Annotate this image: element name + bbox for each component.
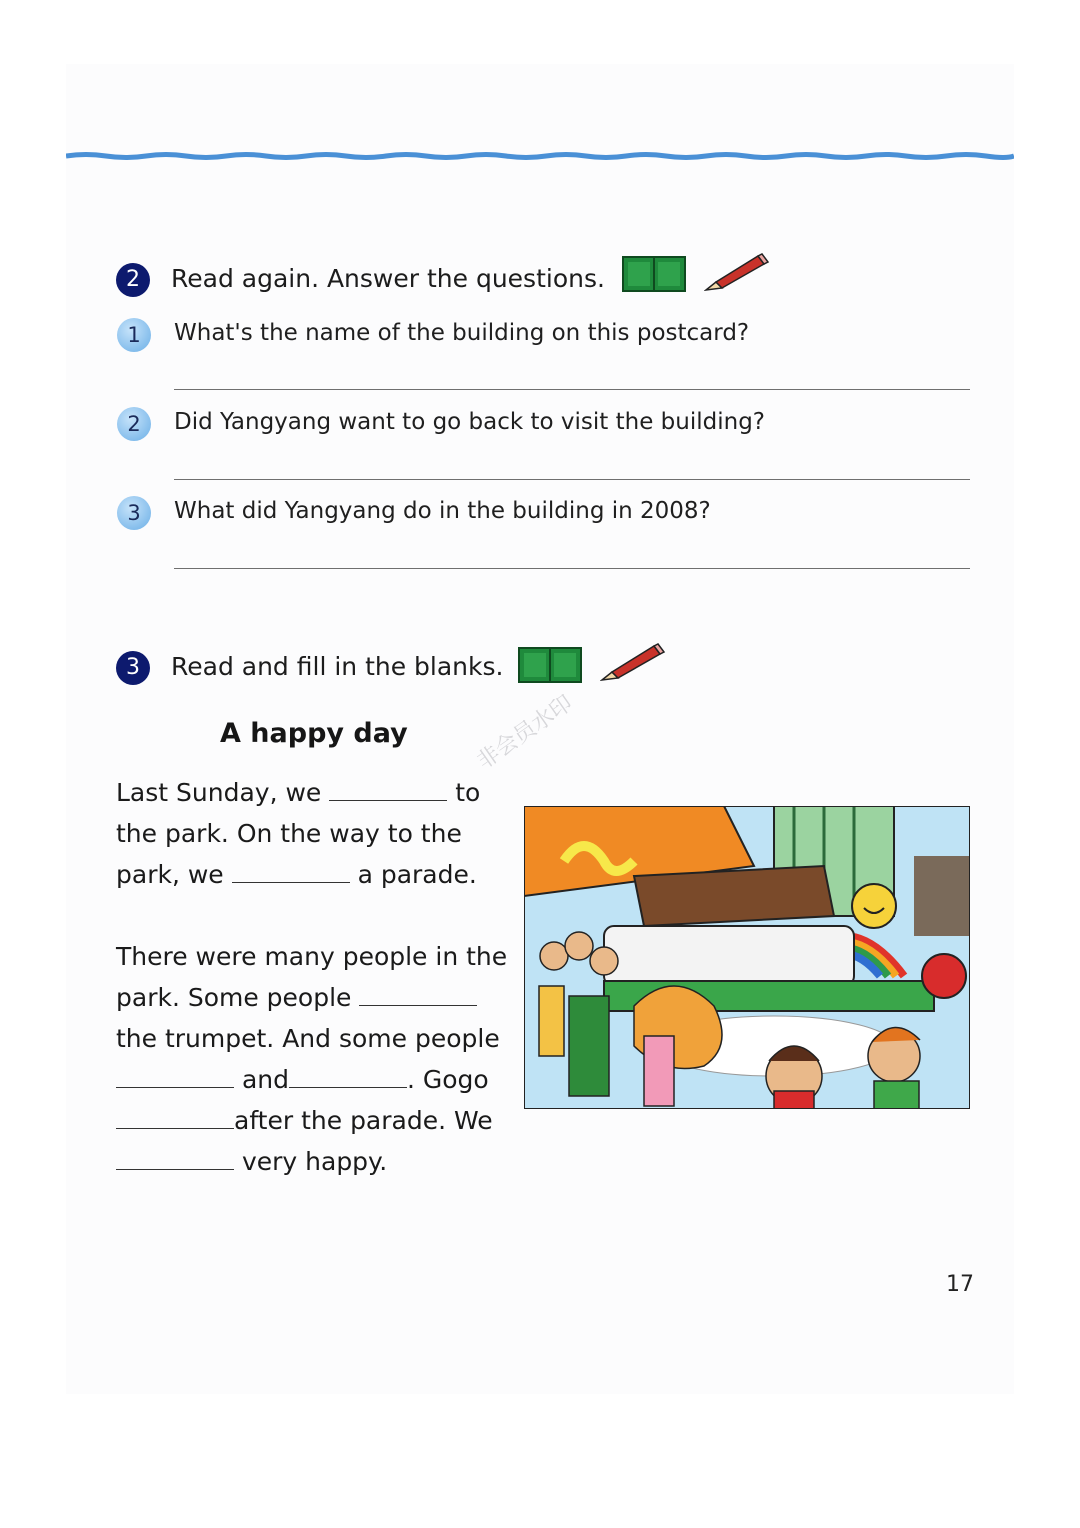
- story-title: A happy day: [220, 718, 408, 749]
- blank-5[interactable]: [289, 1063, 407, 1088]
- story-paragraph-1: [116, 772, 480, 895]
- story-text: and: [241, 1065, 289, 1094]
- question-2-number: 2: [117, 407, 151, 441]
- answer-line-1[interactable]: [174, 389, 970, 390]
- story-text: park, we: [116, 860, 224, 889]
- question-1-text: What's the name of the building on this postcard?: [174, 320, 750, 346]
- exercise-3-number: 3: [116, 651, 150, 685]
- story-text: the park. On the way to the: [116, 819, 462, 848]
- story-text: after the parade. We: [234, 1106, 493, 1135]
- story-text: There were many people in the: [116, 942, 508, 971]
- pencil-icon: [704, 252, 770, 294]
- story-paragraph-2: [116, 936, 507, 1182]
- answer-line-3[interactable]: [174, 568, 970, 569]
- story-text: Last Sunday, we: [116, 778, 322, 807]
- blank-1[interactable]: [329, 776, 447, 801]
- exercise-3-title: Read and fill in the blanks.: [171, 652, 504, 681]
- story-text: to: [455, 778, 481, 807]
- story-text: very happy.: [241, 1147, 388, 1176]
- parade-illustration: [524, 806, 970, 1109]
- answer-line-2[interactable]: [174, 479, 970, 480]
- book-icon: [518, 646, 582, 684]
- exercise-2-number: 2: [116, 263, 150, 297]
- question-3-text: What did Yangyang do in the building in 2008?: [174, 498, 711, 524]
- question-1-number: 1: [117, 318, 151, 352]
- top-rule: [66, 148, 1014, 164]
- story-text: . Gogo: [407, 1065, 489, 1094]
- story-text: a parade.: [357, 860, 477, 889]
- blank-6[interactable]: [116, 1104, 234, 1129]
- page-number: 17: [946, 1272, 974, 1297]
- blank-4[interactable]: [116, 1063, 234, 1088]
- book-icon: [622, 255, 686, 293]
- blank-7[interactable]: [116, 1145, 234, 1170]
- watermark: 非会员水印: [472, 690, 578, 775]
- pencil-icon: [600, 642, 666, 684]
- blank-3[interactable]: [359, 981, 477, 1006]
- question-2-text: Did Yangyang want to go back to visit the building?: [174, 409, 766, 435]
- story-text: park. Some people: [116, 983, 352, 1012]
- question-3-number: 3: [117, 496, 151, 530]
- story-text: the trumpet. And some people: [116, 1024, 500, 1053]
- exercise-2-title: Read again. Answer the questions.: [171, 264, 605, 293]
- blank-2[interactable]: [232, 858, 350, 883]
